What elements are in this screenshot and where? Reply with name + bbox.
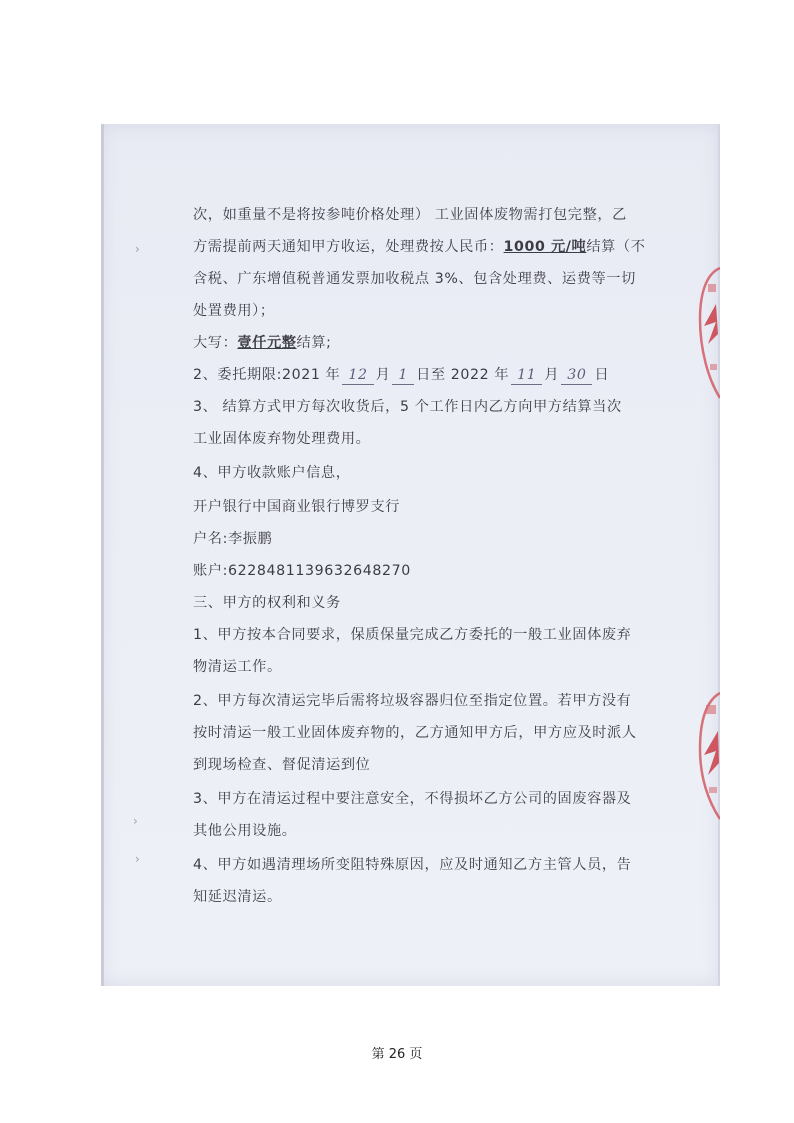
text-segment: 结算; (296, 335, 332, 351)
text-line: 知延迟清运。 (193, 889, 282, 905)
scan-speck: › (133, 814, 138, 828)
text-line: 物清运工作。 (193, 659, 282, 675)
amount-in-words: 壹仟元整 (237, 335, 297, 351)
text-line: 3、甲方在清运过程中要注意安全，不得损坏乙方公司的固废容器及 (193, 791, 632, 807)
text-line: 户名:李振鹏 (193, 531, 273, 547)
text-line: 按时清运一般工业固体废弃物的，乙方通知甲方后，甲方应及时派人 (193, 725, 637, 741)
seal-fragment-top (694, 264, 720, 404)
text-line: 处置费用）； (193, 303, 275, 319)
text-line: 工业固体废弃物处理费用。 (193, 431, 371, 447)
scan-speck: › (135, 242, 140, 256)
text-line: 4、甲方收款账户信息， (193, 465, 351, 481)
page-number: 第 26 页 (371, 1047, 423, 1062)
text-segment: 月 (375, 367, 391, 383)
text-line: 1、甲方按本合同要求，保质保量完成乙方委托的一般工业固体废弃 (193, 627, 632, 643)
text-segment: 月 (544, 367, 560, 383)
text-line: 其他公用设施。 (193, 823, 297, 839)
handwritten-end-day: 30 (561, 368, 592, 385)
scanned-page (101, 124, 720, 986)
handwritten-end-month: 11 (511, 368, 542, 385)
text-segment: 方需提前两天通知甲方收运，处理费按人民币： (193, 239, 504, 255)
handwritten-start-day: 1 (392, 368, 414, 385)
text-line: 账户:6228481139632648270 (193, 563, 411, 579)
text-segment: 日至 2022 年 (416, 367, 510, 383)
text-line: 4、甲方如遇清理场所变阻特殊原因，应及时通知乙方主管人员，告 (193, 857, 632, 873)
scan-left-edge (101, 124, 104, 986)
text-line: 含税、广东增值税普通发票加收税点 3%、包含处理费、运费等一切 (193, 271, 636, 287)
text-line-amount (193, 332, 332, 352)
text-line: 2、甲方每次清运完毕后需将垃圾容器归位至指定位置。若甲方没有 (193, 693, 632, 709)
scan-right-edge (718, 124, 720, 986)
price-value: 1000 元/吨 (503, 239, 587, 255)
text-line-term (193, 364, 609, 385)
text-segment: 2、委托期限:2021 年 (193, 367, 341, 383)
handwritten-start-month: 12 (342, 368, 373, 385)
text-line: 开户银行中国商业银行博罗支行 (193, 499, 401, 515)
text-segment: 日 (594, 367, 610, 383)
text-segment: 大写： (193, 335, 238, 351)
section-heading: 三、甲方的权利和义务 (193, 595, 341, 611)
text-line: 次，如重量不是将按参吨价格处理） 工业固体废物需打包完整，乙 (193, 207, 627, 223)
text-segment: 结算（不 (586, 239, 646, 255)
text-line: 到现场检查、督促清运到位 (193, 757, 371, 773)
scan-speck: › (135, 852, 140, 866)
text-line-price (193, 236, 646, 256)
seal-fragment-bottom (694, 689, 720, 824)
text-line: 3、 结算方式甲方每次收货后，5 个工作日内乙方向甲方结算当次 (193, 399, 622, 415)
